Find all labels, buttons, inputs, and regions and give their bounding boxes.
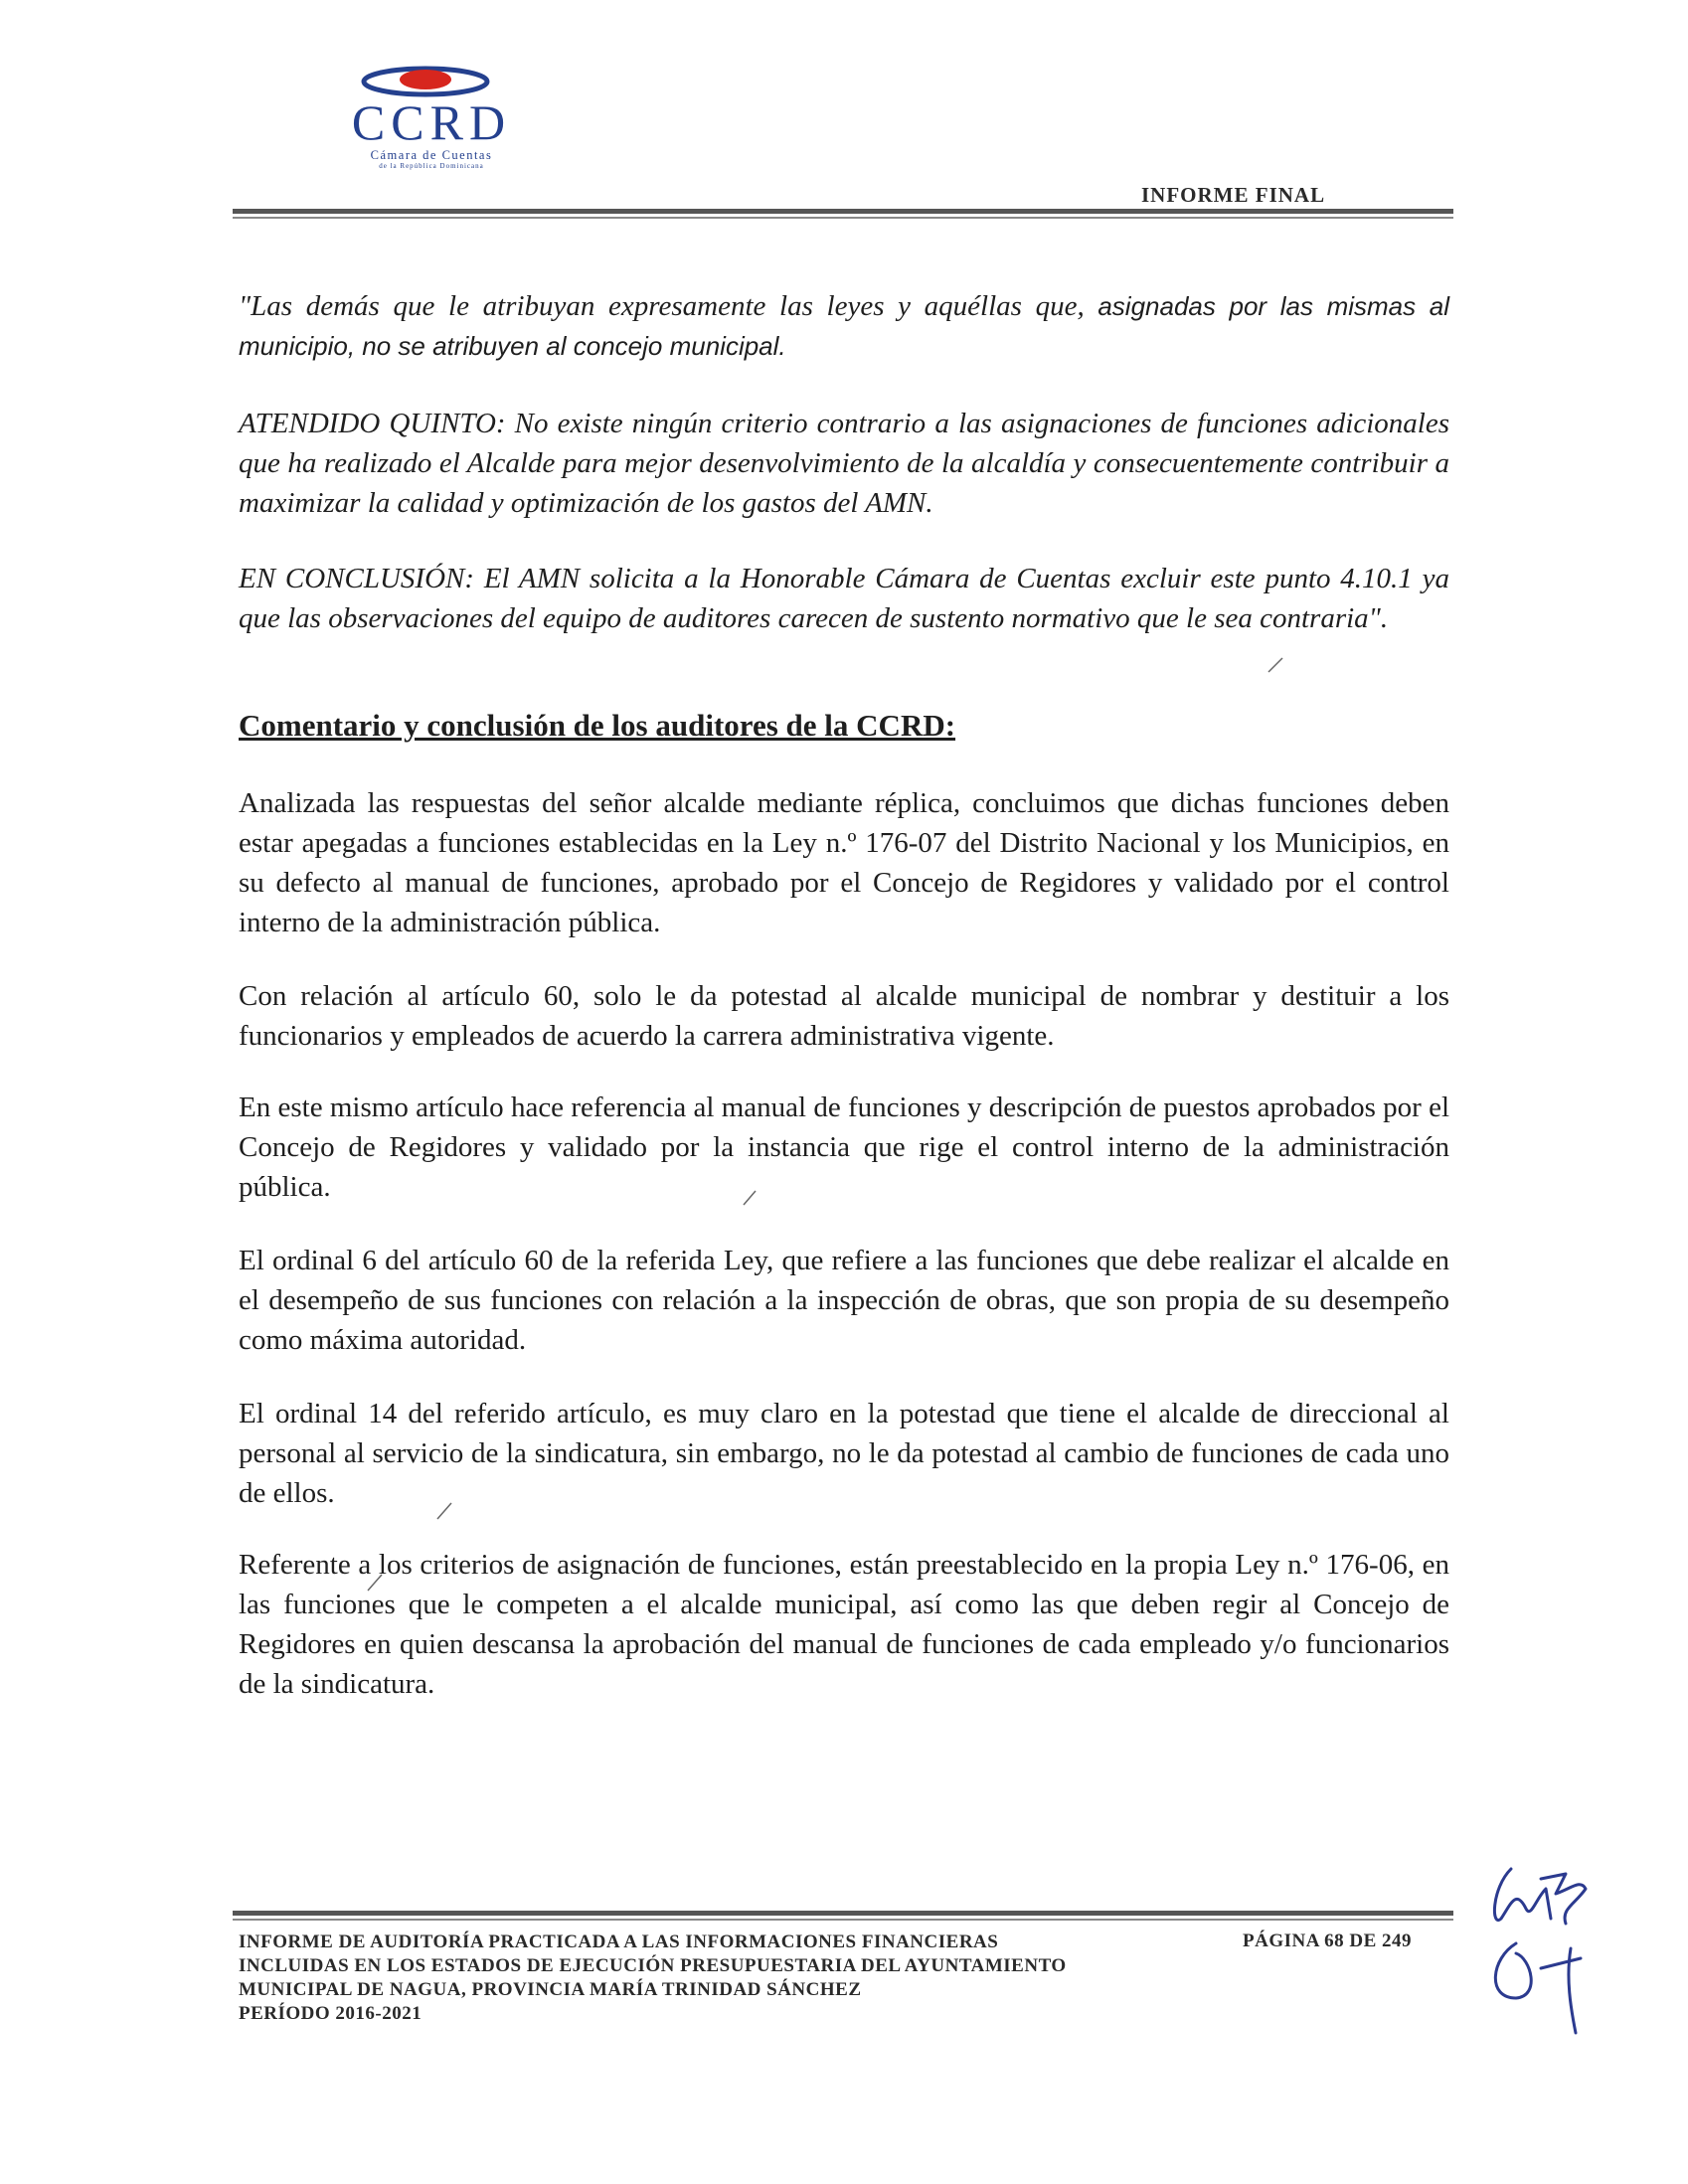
footer-rule [233,1911,1453,1916]
body-paragraph: Referente a los criterios de asignación de funciones, están preestablecido en la propia Ley n.º 176-06, en las funciones que le competen a el alcalde municipal, así como las que deben regir al Concejo de Regidores en quien descansa la aprobación del manual de funciones de cada empleado y/o funcionarios de la sindicatura. [239,1549,1449,1700]
handwritten-initials [1471,1849,1630,2038]
footer-rule-thin [233,1919,1453,1921]
page-number: PÁGINA 68 DE 249 [1243,1931,1413,1951]
footer-line: INFORME DE AUDITORÍA PRACTICADA A LAS INFORMACIONES FINANCIERAS [239,1932,999,1952]
body-paragraph: El ordinal 6 del artículo 60 de la referida Ley, que refiere a las funciones que debe realizar el alcalde en el desempeño de sus funciones con relación a la inspección de obras, que son propia de su desempeño como máxima autoridad. [239,1245,1449,1356]
quoted-text-sans: asignadas por las mismas al municipio, no se atribuyen al concejo municipal. [239,291,1449,361]
conclusion-paragraph: EN CONCLUSIÓN: El AMN solicita a la Honorable Cámara de Cuentas excluir este punto 4.10.1 ya que las observaciones del equipo de auditores carecen de sustento normativo que le sea contraria". [239,563,1449,634]
footer-line: MUNICIPAL DE NAGUA, PROVINCIA MARÍA TRINIDAD SÁNCHEZ [239,1979,862,2000]
body-paragraph: En este mismo artículo hace referencia al manual de funciones y descripción de puestos aprobados por el Concejo de Regidores y validado por la instancia que rige el control interno de la administración pública. [239,1092,1449,1203]
atendido-quinto-paragraph: ATENDIDO QUINTO: No existe ningún criterio contrario a las asignaciones de funciones adicionales que ha realizado el Alcalde para mejor desenvolvimiento de la alcaldía y consecuentemente contribuir a maximizar la calidad y optimización de los gastos del AMN. [239,408,1449,519]
body-paragraph: Con relación al artículo 60, solo le da potestad al alcalde municipal de nombrar y destituir a los funcionarios y empleados de acuerdo la carrera administrativa vigente. [239,980,1449,1052]
section-heading: Comentario y conclusión de los auditores de la CCRD: [239,708,956,743]
footer-line: INCLUIDAS EN LOS ESTADOS DE EJECUCIÓN PRESUPUESTARIA DEL AYUNTAMIENTO [239,1955,1067,1976]
body-paragraph: El ordinal 14 del referido artículo, es muy claro en la potestad que tiene el alcalde de direccional al personal al servicio de la sindicatura, sin embargo, no le da potestad al cambio de funciones de cada uno de ellos. [239,1398,1449,1509]
logo-subtitle-1: Cámara de Cuentas [370,148,493,162]
logo-emblem-icon [356,60,495,99]
quoted-text-italic: "Las demás que le atribuyan expresamente las leyes y aquéllas que, [239,290,1085,322]
footer-report-title [239,1931,1193,2026]
footer-line: PERÍODO 2016-2021 [239,2003,422,2024]
quoted-text [239,286,1449,366]
header-rule-thin [233,217,1453,219]
logo-subtitle-2: de la República Dominicana [379,162,484,170]
report-type-label: INFORME FINAL [1141,183,1326,207]
body-paragraph: Analizada las respuestas del señor alcalde mediante réplica, concluimos que dichas funciones deben estar apegadas a funciones establecidas en la Ley n.º 176-07 del Distrito Nacional y los Municipios, en su defecto al manual de funciones, aprobado por el Concejo de Regidores y validado por el control interno de la administración pública. [239,787,1449,938]
header-rule [233,209,1453,214]
ccrd-logo [316,60,547,170]
logo-wordmark: CCRD [351,94,512,150]
